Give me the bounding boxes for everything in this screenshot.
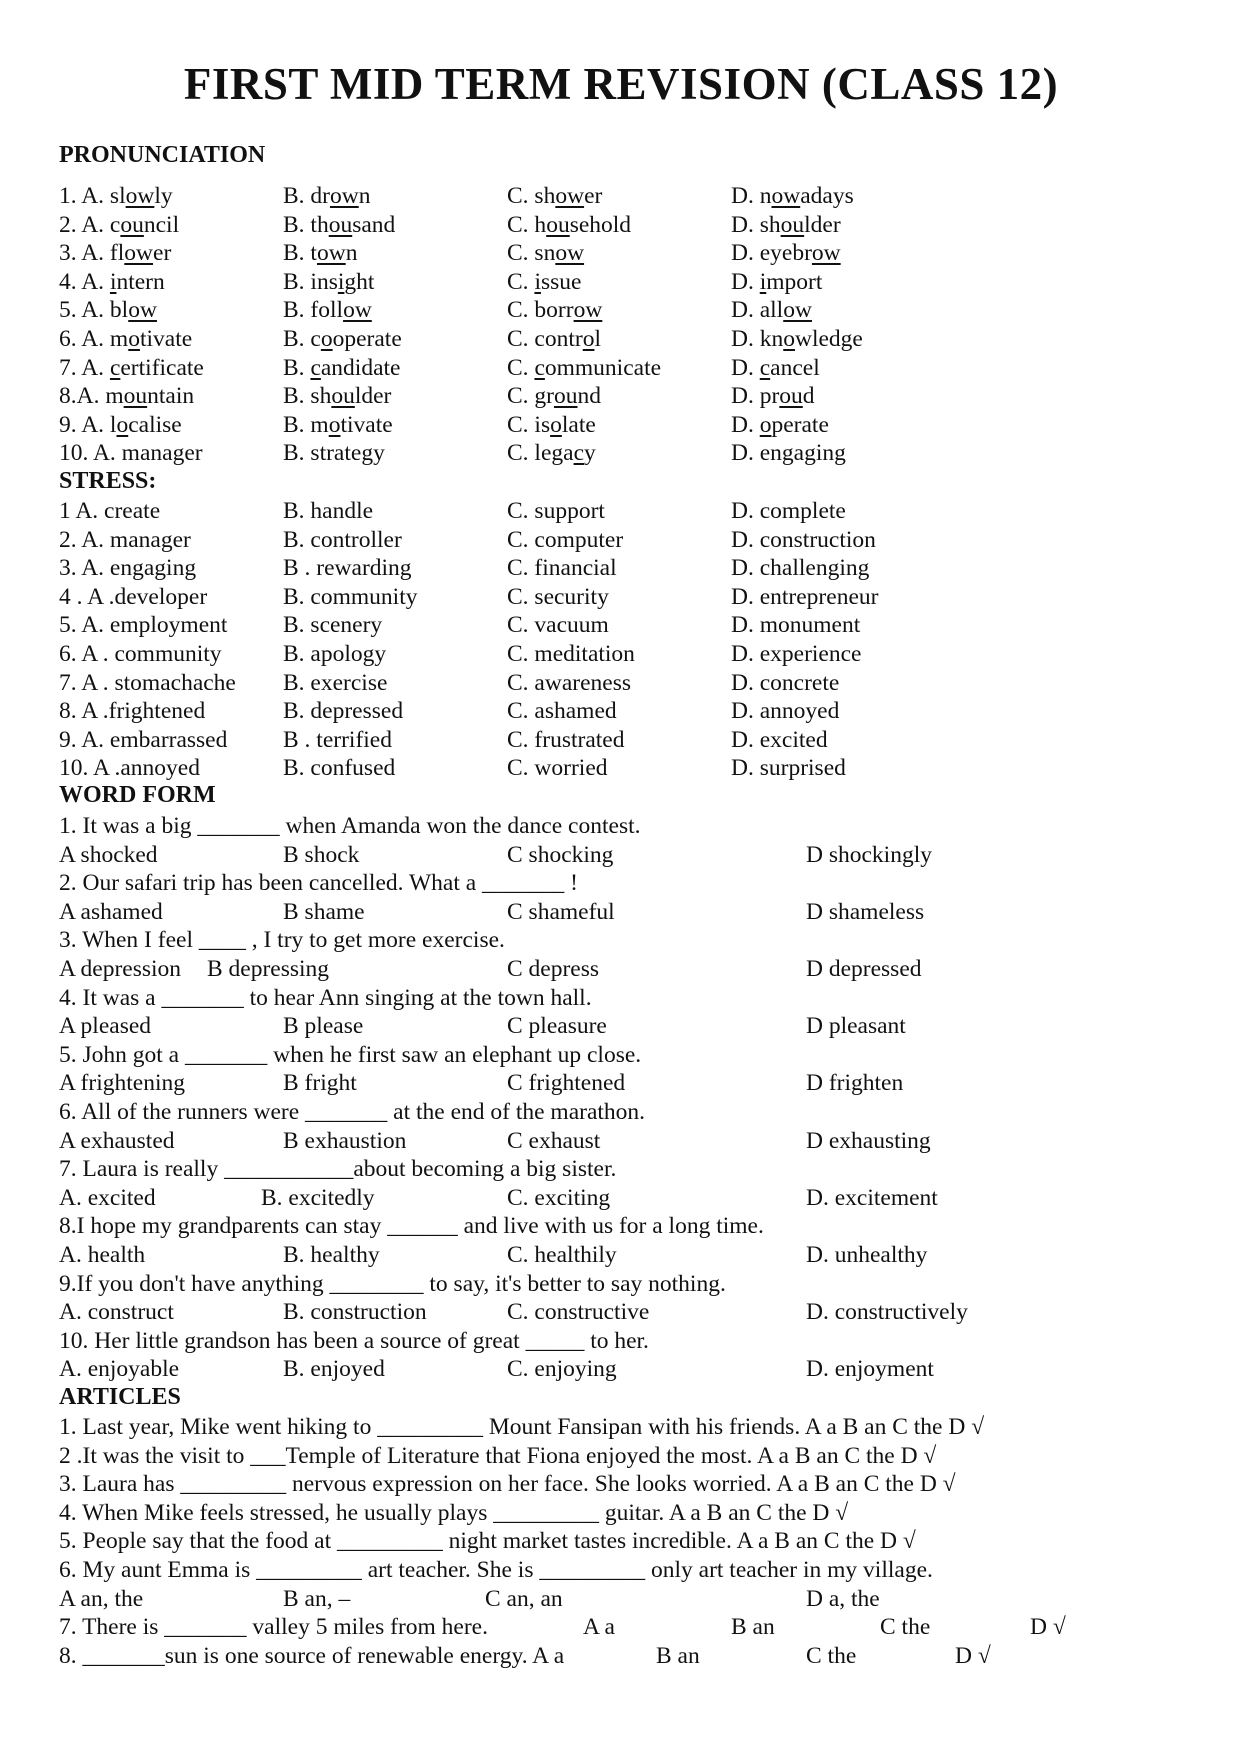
option-1: A pleased xyxy=(59,1013,152,1040)
option-4: D a, the xyxy=(806,1585,880,1612)
option-1: 6. A. motivate xyxy=(59,326,193,352)
option-2: B shock xyxy=(283,841,360,868)
word-form-options xyxy=(0,841,1242,870)
option-2: B. healthy xyxy=(283,1242,380,1268)
section-heading-articles: ARTICLES xyxy=(59,1384,181,1410)
option-3: C. legacy xyxy=(507,440,596,467)
word-form-options xyxy=(0,1355,1242,1384)
pronunciation-question xyxy=(0,211,1242,240)
word-form-options xyxy=(0,1241,1242,1270)
word-form-question: 8.I hope my grandparents can stay ______ and live with us for a long time. xyxy=(59,1213,764,1240)
option-4: D. annoyed xyxy=(731,698,840,725)
option-2: B an, – xyxy=(283,1585,351,1612)
section-heading-pronunciation: PRONUNCIATION xyxy=(59,142,266,168)
option-1: A. excited xyxy=(59,1184,156,1211)
option-2: C the xyxy=(806,1642,857,1669)
word-form-question: 6. All of the runners were _______ at the end of the marathon. xyxy=(59,1099,646,1125)
option-4: D. unhealthy xyxy=(806,1242,928,1268)
option-2: B. handle xyxy=(283,498,374,524)
pronunciation-question xyxy=(0,325,1242,354)
option-2: B. drown xyxy=(283,183,371,209)
articles-question: 4. When Mike feels stressed, he usually plays _________ guitar. A a B an C the D √ xyxy=(59,1499,849,1526)
option-3: C. enjoying xyxy=(507,1356,617,1383)
option-3: D √ xyxy=(955,1642,991,1669)
pronunciation-question xyxy=(0,182,1242,211)
option-1: 1 A. create xyxy=(59,498,161,524)
option-4: D depressed xyxy=(806,956,922,982)
option-3: C. financial xyxy=(507,555,617,582)
option-1: A. construct xyxy=(59,1299,174,1326)
option-3: C. ground xyxy=(507,383,601,410)
option-2: B. enjoyed xyxy=(283,1356,385,1383)
option-3: C. household xyxy=(507,211,632,238)
option-4: D. proud xyxy=(731,383,815,410)
option-1: 8.A. mountain xyxy=(59,383,195,410)
option-1: A an, the xyxy=(59,1585,144,1612)
option-2: B. strategy xyxy=(283,440,385,467)
option-2: B depressing xyxy=(207,956,330,982)
option-3: C. borrow xyxy=(507,297,603,324)
option-2: B . terrified xyxy=(283,726,392,753)
pronunciation-question xyxy=(0,439,1242,468)
articles-question: 2 .It was the visit to ___Temple of Literature that Fiona enjoyed the most. A a B an C the D √ xyxy=(59,1442,937,1469)
pronunciation-question xyxy=(0,382,1242,411)
option-1: 3. A. flower xyxy=(59,240,172,267)
option-3: C shocking xyxy=(507,841,614,868)
option-3: C. security xyxy=(507,583,609,610)
option-2: B. candidate xyxy=(283,354,401,381)
option-3: C. frustrated xyxy=(507,726,625,753)
articles-question: 1. Last year, Mike went hiking to _________ Mount Fansipan with his friends. A a B an C the D √ xyxy=(59,1414,985,1440)
option-4: D pleasant xyxy=(806,1013,906,1040)
option-4: D exhausting xyxy=(806,1127,931,1154)
option-2: B shame xyxy=(283,898,365,925)
option-3: C shameful xyxy=(507,898,615,925)
option-2: B. shoulder xyxy=(283,383,392,410)
option-3: C. meditation xyxy=(507,641,635,667)
section-heading-stress: STRESS: xyxy=(59,468,157,494)
option-2: B. depressed xyxy=(283,698,404,725)
option-2: B exhaustion xyxy=(283,1127,407,1154)
word-form-question: 2. Our safari trip has been cancelled. What a _______ ! xyxy=(59,870,578,897)
option-3: C. isolate xyxy=(507,411,596,438)
pronunciation-question xyxy=(0,354,1242,383)
articles-q7-options xyxy=(0,1613,1242,1642)
option-3: C depress xyxy=(507,956,600,982)
articles-question: 7. There is _______ valley 5 miles from here. xyxy=(59,1614,488,1641)
option-2: B an xyxy=(731,1614,775,1641)
option-2: B. construction xyxy=(283,1299,427,1326)
option-2: B. motivate xyxy=(283,411,393,438)
section-heading-word-form: WORD FORM xyxy=(59,782,216,808)
option-2: B. confused xyxy=(283,755,396,782)
stress-question xyxy=(0,611,1242,640)
word-form-question: 9.If you don't have anything ________ to say, it's better to say nothing. xyxy=(59,1270,726,1297)
option-3: C. vacuum xyxy=(507,612,609,639)
option-3: C. communicate xyxy=(507,354,662,381)
option-4: D. import xyxy=(731,268,823,295)
word-form-question: 1. It was a big _______ when Amanda won the dance contest. xyxy=(59,813,641,839)
option-1: A frightening xyxy=(59,1070,185,1097)
option-4: D. knowledge xyxy=(731,326,863,352)
stress-question xyxy=(0,497,1242,526)
word-form-options xyxy=(0,1298,1242,1327)
option-4: D. cancel xyxy=(731,354,820,381)
option-3: C. constructive xyxy=(507,1299,650,1326)
stress-question xyxy=(0,669,1242,698)
option-4: D. challenging xyxy=(731,555,870,582)
articles-question: 8. _______sun is one source of renewable energy. A a xyxy=(59,1642,565,1669)
option-1: A shocked xyxy=(59,841,158,868)
option-1: 7. A. certificate xyxy=(59,354,204,381)
option-1: 5. A. blow xyxy=(59,297,157,324)
option-2: B . rewarding xyxy=(283,555,412,582)
word-form-options xyxy=(0,1069,1242,1098)
articles-question: 5. People say that the food at _________ night market tastes incredible. A a B an C the D √ xyxy=(59,1528,916,1555)
articles-q8-options xyxy=(0,1642,1242,1671)
option-3: C. shower xyxy=(507,183,603,209)
option-4: D √ xyxy=(1030,1614,1066,1641)
option-3: C. healthily xyxy=(507,1242,617,1268)
option-3: C pleasure xyxy=(507,1013,607,1040)
option-2: B. community xyxy=(283,583,418,610)
option-4: D. operate xyxy=(731,411,829,438)
option-1: A. health xyxy=(59,1242,146,1268)
word-form-options xyxy=(0,955,1242,984)
option-1: 2. A. manager xyxy=(59,526,191,553)
word-form-question: 3. When I feel ____ , I try to get more exercise. xyxy=(59,927,505,954)
articles-question: 6. My aunt Emma is _________ art teacher. She is _________ only art teacher in my village. xyxy=(59,1557,933,1583)
option-2: B. thousand xyxy=(283,211,396,238)
stress-question xyxy=(0,726,1242,755)
option-3: C. support xyxy=(507,498,605,524)
option-2: B. excitedly xyxy=(261,1184,375,1211)
option-3: C. ashamed xyxy=(507,698,617,725)
option-4: D. excitement xyxy=(806,1184,938,1211)
option-1: A a xyxy=(583,1614,615,1641)
word-form-question: 4. It was a _______ to hear Ann singing at the town hall. xyxy=(59,984,592,1011)
option-1: 4. A. intern xyxy=(59,268,165,295)
option-4: D. allow xyxy=(731,297,812,324)
option-1: 1. A. slowly xyxy=(59,183,173,209)
stress-question xyxy=(0,697,1242,726)
articles-question: 3. Laura has _________ nervous expression on her face. She looks worried. A a B an C the D √ xyxy=(59,1471,956,1498)
stress-question xyxy=(0,640,1242,669)
option-2: B. follow xyxy=(283,297,372,324)
option-2: B. insight xyxy=(283,268,375,295)
option-4: D. eyebrow xyxy=(731,240,841,267)
stress-question xyxy=(0,754,1242,783)
word-form-question: 7. Laura is really ___________about becoming a big sister. xyxy=(59,1156,617,1183)
option-1: 6. A . community xyxy=(59,641,222,667)
option-3: C. computer xyxy=(507,526,624,553)
option-1: A. enjoyable xyxy=(59,1356,180,1383)
option-2: B. scenery xyxy=(283,612,383,639)
option-4: D. constructively xyxy=(806,1299,968,1326)
option-3: C. worried xyxy=(507,755,608,782)
word-form-options xyxy=(0,898,1242,927)
stress-question xyxy=(0,526,1242,555)
option-1: 7. A . stomachache xyxy=(59,669,236,696)
option-4: D. monument xyxy=(731,612,861,639)
option-1: 8. A .frightened xyxy=(59,698,206,725)
word-form-options xyxy=(0,1184,1242,1213)
word-form-question: 10. Her little grandson has been a source of great _____ to her. xyxy=(59,1327,649,1354)
option-3: C. issue xyxy=(507,268,582,295)
option-3: C. control xyxy=(507,326,601,352)
option-2: B. cooperate xyxy=(283,326,402,352)
stress-question xyxy=(0,583,1242,612)
option-1: 4 . A .developer xyxy=(59,583,208,610)
option-4: D frighten xyxy=(806,1070,904,1097)
option-4: D. enjoyment xyxy=(806,1356,934,1383)
option-1: A depression xyxy=(59,956,182,982)
option-4: D. shoulder xyxy=(731,211,841,238)
option-3: C frightened xyxy=(507,1070,626,1097)
option-3: C the xyxy=(880,1614,931,1641)
option-2: B. apology xyxy=(283,641,387,667)
option-1: B an xyxy=(656,1642,700,1669)
pronunciation-question xyxy=(0,411,1242,440)
option-1: 5. A. employment xyxy=(59,612,228,639)
word-form-options xyxy=(0,1127,1242,1156)
option-4: D. experience xyxy=(731,641,862,667)
page-title: FIRST MID TERM REVISION (CLASS 12) xyxy=(183,59,1059,109)
option-4: D shockingly xyxy=(806,841,932,868)
option-4: D. nowadays xyxy=(731,183,854,209)
option-4: D. complete xyxy=(731,498,846,524)
option-3: C an, an xyxy=(485,1585,563,1612)
option-3: C. awareness xyxy=(507,669,631,696)
option-4: D. construction xyxy=(731,526,876,553)
pronunciation-question xyxy=(0,296,1242,325)
option-2: B please xyxy=(283,1013,364,1040)
option-2: B. town xyxy=(283,240,358,267)
option-1: A exhausted xyxy=(59,1127,175,1154)
option-1: 10. A .annoyed xyxy=(59,755,200,782)
option-4: D. excited xyxy=(731,726,828,753)
option-1: 9. A. embarrassed xyxy=(59,726,228,753)
pronunciation-question xyxy=(0,268,1242,297)
option-3: C exhaust xyxy=(507,1127,601,1154)
option-3: C. snow xyxy=(507,240,585,267)
option-1: 2. A. council xyxy=(59,211,180,238)
option-2: B. controller xyxy=(283,526,402,553)
option-1: 9. A. localise xyxy=(59,411,182,438)
option-3: C. exciting xyxy=(507,1184,611,1211)
option-4: D shameless xyxy=(806,898,925,925)
option-1: A ashamed xyxy=(59,898,163,925)
option-1: 10. A. manager xyxy=(59,440,203,467)
option-4: D. concrete xyxy=(731,669,840,696)
option-4: D. surprised xyxy=(731,755,846,782)
word-form-options xyxy=(0,1012,1242,1041)
option-2: B fright xyxy=(283,1070,357,1097)
option-1: 3. A. engaging xyxy=(59,555,197,582)
option-4: D. entrepreneur xyxy=(731,583,879,610)
option-4: D. engaging xyxy=(731,440,846,467)
articles-q6-options xyxy=(0,1585,1242,1614)
pronunciation-question xyxy=(0,239,1242,268)
option-2: B. exercise xyxy=(283,669,388,696)
stress-question xyxy=(0,554,1242,583)
word-form-question: 5. John got a _______ when he first saw an elephant up close. xyxy=(59,1041,642,1068)
